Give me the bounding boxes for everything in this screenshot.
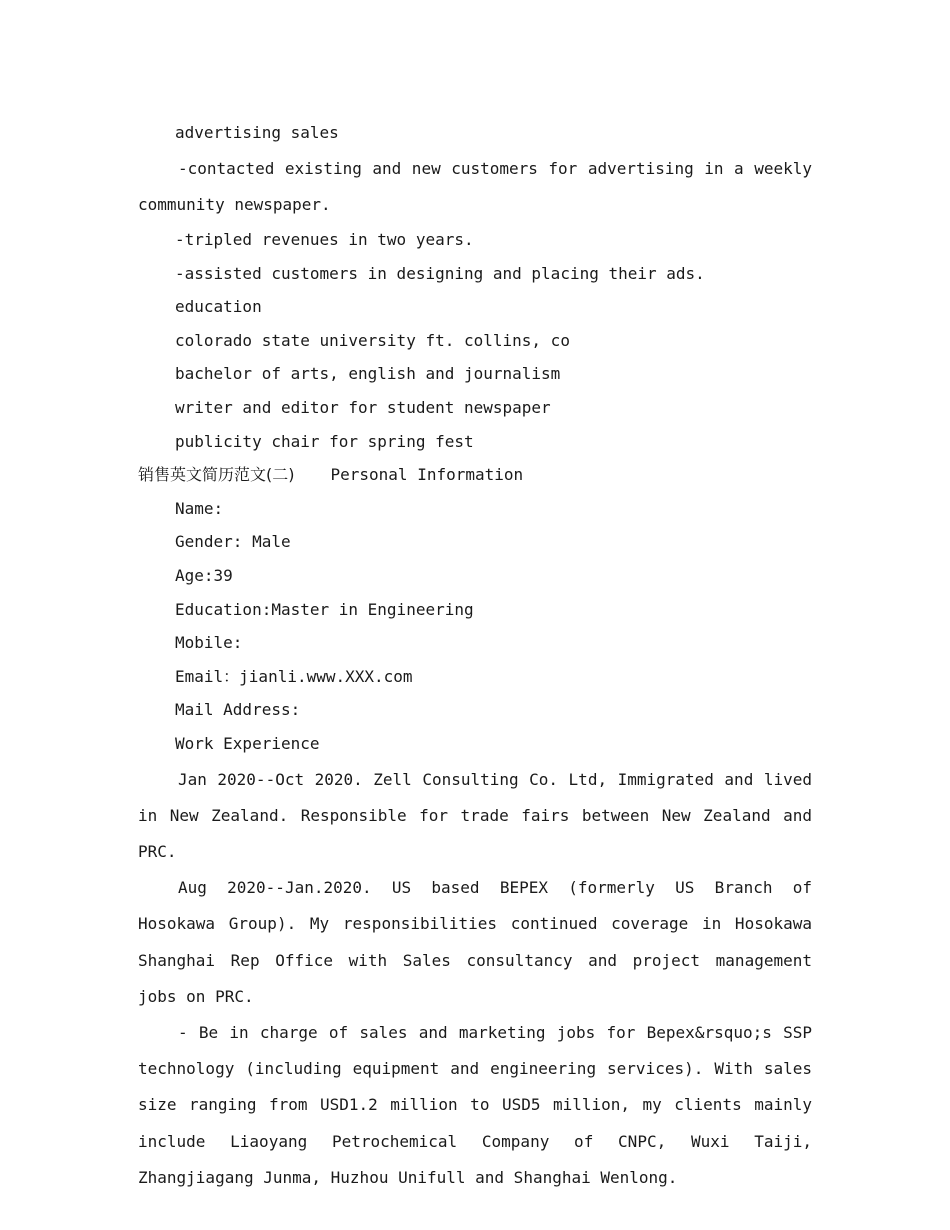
field-email: Email：jianli.www.XXX.com <box>175 666 413 686</box>
experience-bepex: Aug 2020--Jan.2020. US based BEPEX (formerly US Branch of Hosokawa Group). My responsibilities continued coverage in Hosokawa Shanghai Rep Office with Sales consultancy and project management jobs on PRC. <box>138 878 812 1006</box>
field-name: Name: <box>175 498 224 518</box>
document-body <box>138 116 812 1196</box>
field-education: Education:Master in Engineering <box>175 599 474 619</box>
field-age: Age:39 <box>175 565 233 585</box>
duty-tripled-revenues: -tripled revenues in two years. <box>175 230 474 249</box>
experience-bepex-duties: - Be in charge of sales and marketing jobs for Bepex&rsquo;s SSP technology (including equipment and engineering services). With sales size ranging from USD1.2 million to USD5 million, my clients mainly include Liaoyang Petrochemical Company of CNPC, Wuxi Taiji, Zhangjiagang Junma, Huzhou Unifull and Shanghai Wenlong. <box>138 1022 812 1187</box>
duty-assisted-customers: -assisted customers in designing and placing their ads. <box>175 263 705 283</box>
resume-title-chinese: 销售英文简历范文(二) <box>138 465 295 485</box>
education-degree: bachelor of arts, english and journalism <box>175 364 561 384</box>
personal-information-heading: Personal Information <box>330 465 524 485</box>
duty-contacted-customers: -contacted existing and new customers for advertising in a weekly community newspaper. <box>138 158 812 214</box>
field-mobile: Mobile: <box>175 633 243 653</box>
section-heading-advertising-sales: advertising sales <box>175 123 339 142</box>
education-activity-writer: writer and editor for student newspaper <box>175 397 551 417</box>
field-mail-address: Mail Address: <box>175 700 301 720</box>
resume-two-heading <box>138 458 812 492</box>
education-university: colorado state university ft. collins, co <box>175 330 570 350</box>
field-gender: Gender: Male <box>175 532 291 552</box>
experience-zell-consulting: Jan 2020--Oct 2020. Zell Consulting Co. Ltd, Immigrated and lived in New Zealand. Responsible for trade fairs between New Zealand and PRC. <box>138 769 812 861</box>
education-activity-publicity: publicity chair for spring fest <box>175 431 474 451</box>
work-experience-heading: Work Experience <box>175 733 320 753</box>
section-heading-education: education <box>175 297 262 317</box>
